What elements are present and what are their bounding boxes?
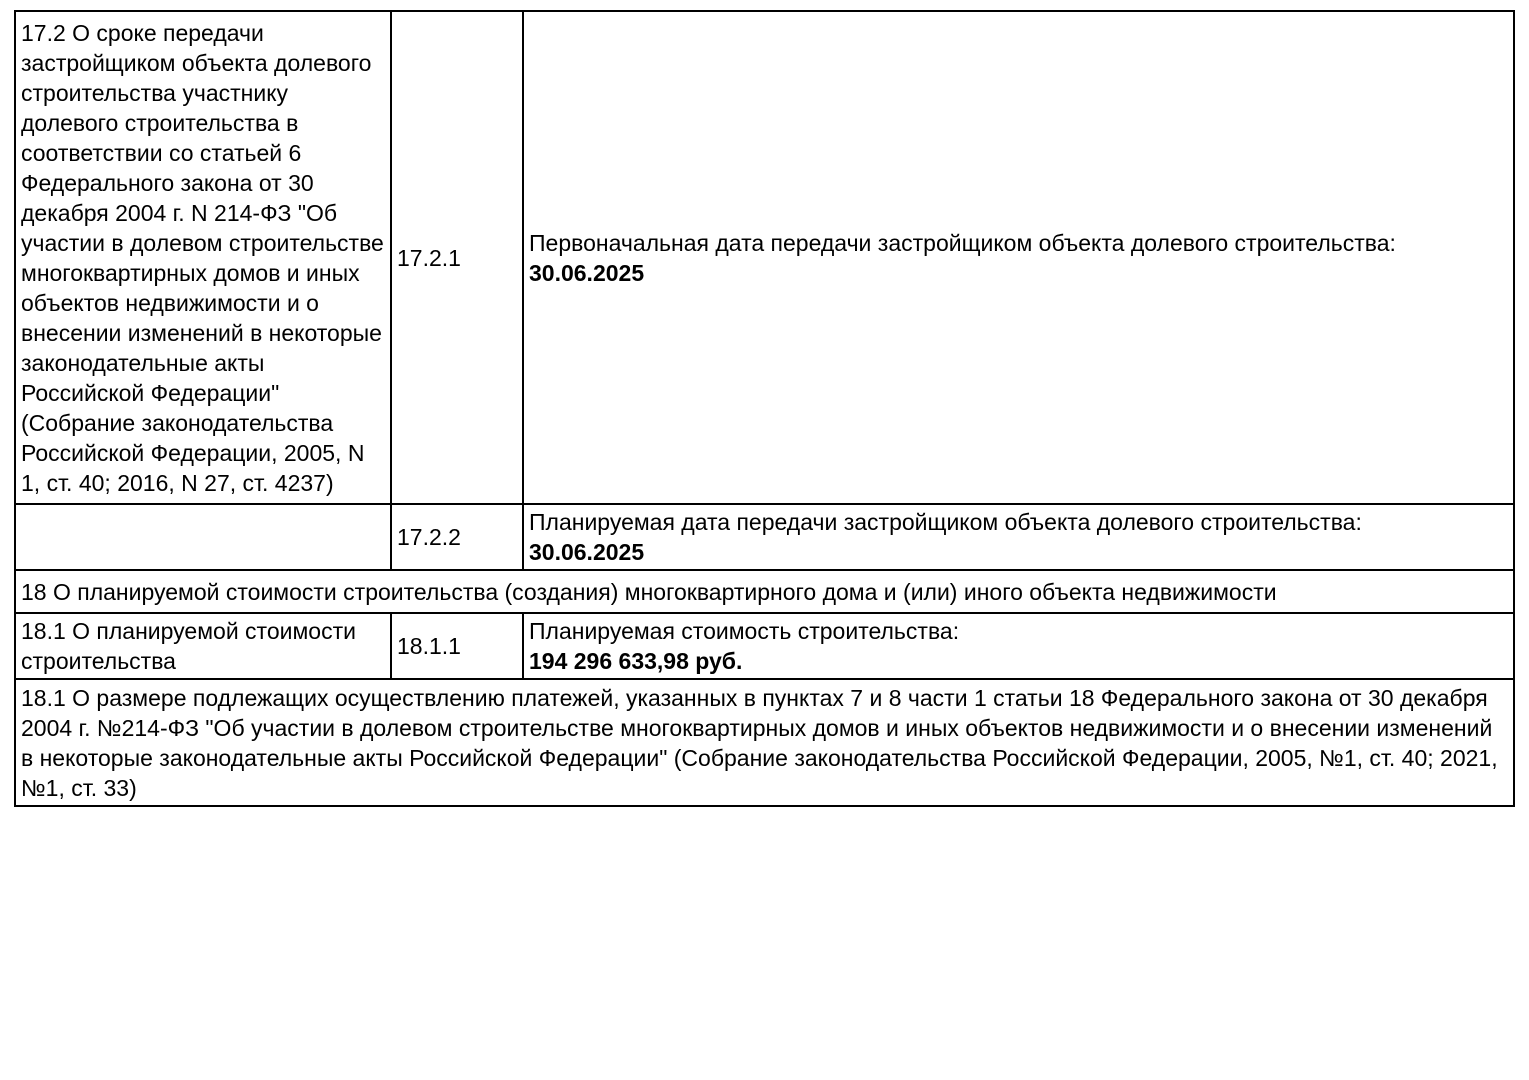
code-cell-17-2-1: 17.2.1 xyxy=(391,11,523,504)
value-cell-18-1-1 xyxy=(523,613,1514,679)
topic-cell-empty xyxy=(15,504,391,570)
value-data: 30.06.2025 xyxy=(529,259,645,286)
value-label: Планируемая дата передачи застройщиком объекта долевого строительства: xyxy=(529,509,1362,535)
value-data: 194 296 633,98 руб. xyxy=(529,648,743,674)
table-row xyxy=(15,504,1514,570)
value-cell-17-2-1 xyxy=(523,11,1514,504)
section-paragraph-18-1: 18.1 О размере подлежащих осуществлению платежей, указанных в пунктах 7 и 8 части 1 статьи 18 Федерального закона от 30 декабря 2004 г. №214-ФЗ "Об участии в долевом строительстве многоквартирных домов и иных объектов недвижимости и о внесении изменений в некоторые законодательные акты Российской Федерации" (Собрание законодательства Российской Федерации, 2005, №1, ст. 40; 2021, №1, ст. 33) xyxy=(15,679,1514,806)
value-label: Первоначальная дата передачи застройщиком объекта долевого строительства: xyxy=(529,229,1396,256)
table-row xyxy=(15,570,1514,613)
code-cell-17-2-2: 17.2.2 xyxy=(391,504,523,570)
topic-cell-18-1: 18.1 О планируемой стоимости строительства xyxy=(15,613,391,679)
value-cell-17-2-2 xyxy=(523,504,1514,570)
value-label: Планируемая стоимость строительства: xyxy=(529,618,960,644)
value-data: 30.06.2025 xyxy=(529,539,645,565)
project-declaration-table xyxy=(14,10,1515,807)
section-header-18: 18 О планируемой стоимости строительства (создания) многоквартирного дома и (или) иного объекта недвижимости xyxy=(15,570,1514,613)
table-row xyxy=(15,613,1514,679)
table-row xyxy=(15,11,1514,504)
code-cell-18-1-1: 18.1.1 xyxy=(391,613,523,679)
topic-cell-17-2: 17.2 О сроке передачи застройщиком объекта долевого строительства участнику долевого строительства в соответствии со статьей 6 Федерального закона от 30 декабря 2004 г. N 214-ФЗ "Об участии в долевом строительстве многоквартирных домов и иных объектов недвижимости и о внесении изменений в некоторые законодательные акты Российской Федерации" (Собрание законодательства Российской Федерации, 2005, N 1, ст. 40; 2016, N 27, ст. 4237) xyxy=(15,11,391,504)
table-row xyxy=(15,679,1514,806)
